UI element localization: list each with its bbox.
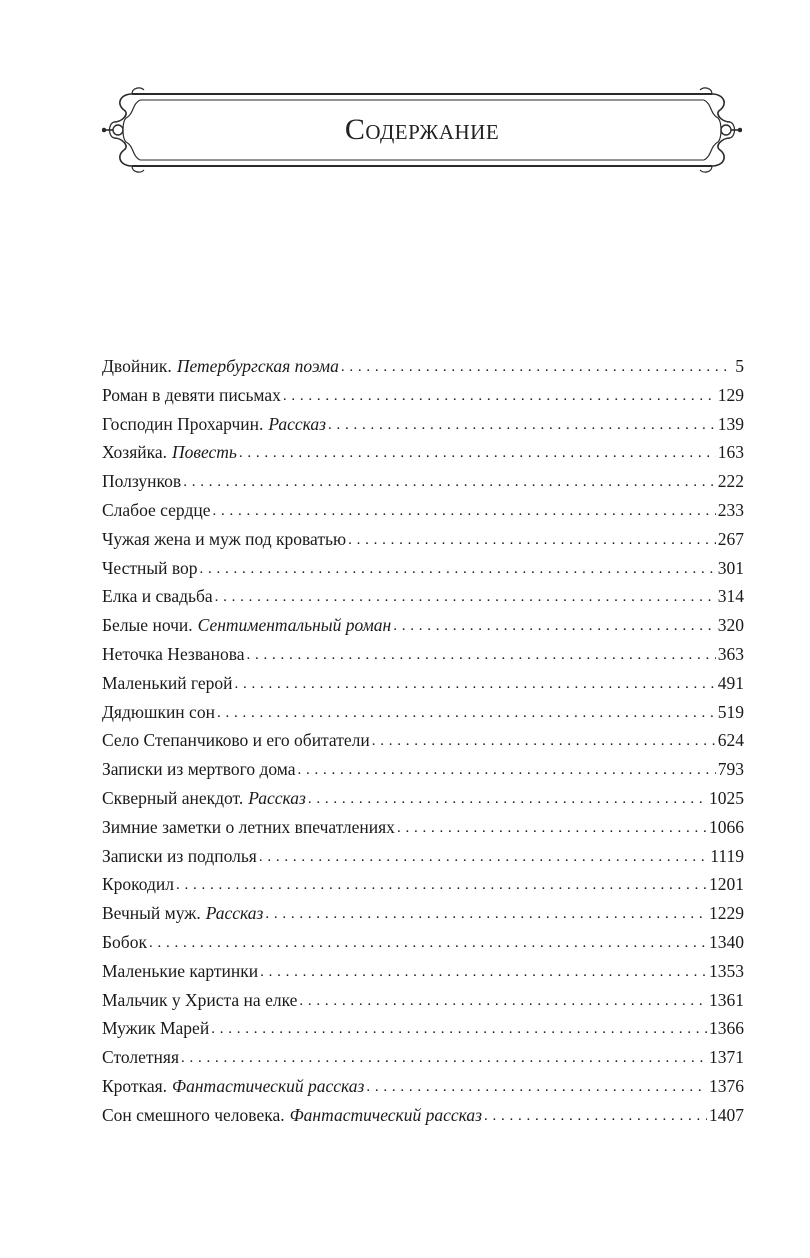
page-number: 491 xyxy=(717,672,744,693)
page-number: 1025 xyxy=(709,787,744,808)
page-number: 233 xyxy=(717,499,744,520)
entry-title: Неточка Незванова xyxy=(102,643,245,664)
entry-subtitle: Рассказ xyxy=(268,413,327,434)
page-number: 1376 xyxy=(709,1075,744,1096)
dot-leader xyxy=(181,1042,707,1073)
toc-entry[interactable] xyxy=(102,467,744,496)
page-number: 1353 xyxy=(709,960,744,981)
entry-title: Крокодил xyxy=(102,874,175,895)
dot-leader xyxy=(247,639,716,670)
entry-title: Сон смешного человека. xyxy=(102,1104,285,1125)
dot-leader xyxy=(239,437,716,468)
page-number: 301 xyxy=(717,557,744,578)
page-number: 320 xyxy=(717,615,744,636)
dot-leader xyxy=(283,380,716,411)
entry-subtitle: Фантастический рассказ xyxy=(289,1104,482,1125)
toc-entry[interactable] xyxy=(102,640,744,669)
entry-title: Скверный анекдот. xyxy=(102,787,244,808)
toc-entry[interactable] xyxy=(102,1014,744,1043)
toc-entry[interactable] xyxy=(102,525,744,554)
dot-leader xyxy=(484,1100,707,1131)
dot-leader xyxy=(200,553,716,584)
page-number: 1407 xyxy=(709,1104,744,1125)
entry-subtitle: Повесть xyxy=(172,442,237,463)
entry-title: Записки из подполья xyxy=(102,845,257,866)
toc-entry[interactable] xyxy=(102,784,744,813)
dot-leader xyxy=(397,812,707,843)
entry-title: Записки из мертвого дома xyxy=(102,759,296,780)
entry-title: Слабое сердце xyxy=(102,499,211,520)
toc-entry[interactable] xyxy=(102,842,744,871)
page-number: 5 xyxy=(735,356,744,376)
toc-entry[interactable] xyxy=(102,669,744,698)
page-number: 222 xyxy=(717,471,744,492)
dot-leader xyxy=(298,754,716,785)
toc-entry[interactable] xyxy=(102,582,744,611)
page-number: 1119 xyxy=(710,845,744,866)
dot-leader xyxy=(348,524,716,555)
dot-leader xyxy=(176,869,707,900)
page-title: Содержание xyxy=(344,113,500,146)
toc-entry[interactable] xyxy=(102,438,744,467)
toc-entry[interactable] xyxy=(102,928,744,957)
entry-subtitle: Рассказ xyxy=(248,787,306,808)
dot-leader xyxy=(215,581,716,612)
dot-leader xyxy=(393,610,716,641)
toc-entry[interactable] xyxy=(102,1101,744,1130)
page-number: 314 xyxy=(717,586,744,607)
entry-title: Село Степанчиково и его обитатели xyxy=(102,730,370,751)
dot-leader xyxy=(235,668,716,699)
toc-entry[interactable] xyxy=(102,899,744,928)
page-number: 1371 xyxy=(709,1047,744,1068)
entry-title: Столетняя xyxy=(102,1047,179,1068)
dot-leader xyxy=(213,495,716,526)
page-number: 1229 xyxy=(709,903,744,924)
dot-leader xyxy=(265,898,707,929)
toc-entry[interactable] xyxy=(102,1043,744,1072)
dot-leader xyxy=(299,985,707,1016)
entry-title: Кроткая. xyxy=(102,1075,168,1096)
page-number: 363 xyxy=(717,643,744,664)
table-of-contents xyxy=(102,352,744,1130)
entry-subtitle: Рассказ xyxy=(205,903,264,924)
page-number: 163 xyxy=(717,442,744,463)
entry-subtitle: Фантастический рассказ xyxy=(172,1075,365,1096)
toc-entry[interactable] xyxy=(102,611,744,640)
toc-entry[interactable] xyxy=(102,870,744,899)
entry-subtitle: Сентиментальный роман xyxy=(197,615,392,636)
title-frame xyxy=(102,84,742,176)
dot-leader xyxy=(217,697,716,728)
page-number: 624 xyxy=(717,730,744,751)
page-number: 139 xyxy=(717,413,744,434)
toc-entry[interactable] xyxy=(102,986,744,1015)
page-number: 793 xyxy=(717,759,744,780)
entry-title: Ползунков xyxy=(102,471,182,492)
dot-leader xyxy=(308,783,707,814)
entry-title: Белые ночи. xyxy=(102,615,193,636)
toc-entry[interactable] xyxy=(102,410,744,439)
entry-subtitle: Петербургская поэма xyxy=(176,356,339,376)
dot-leader xyxy=(372,725,716,756)
entry-title: Господин Прохарчин. xyxy=(102,413,264,434)
entry-title: Мужик Марей xyxy=(102,1018,210,1039)
page-number: 1066 xyxy=(709,816,744,837)
page-number: 1366 xyxy=(709,1018,744,1039)
dot-leader xyxy=(260,956,707,987)
entry-title: Зимние заметки о летних впечатлениях xyxy=(102,816,395,837)
toc-entry[interactable] xyxy=(102,755,744,784)
entry-title: Роман в девяти письмах xyxy=(102,384,281,405)
page-number: 267 xyxy=(717,528,744,549)
toc-entry[interactable] xyxy=(102,352,744,381)
entry-title: Дядюшкин сон xyxy=(102,701,215,722)
dot-leader xyxy=(259,841,708,872)
toc-entry[interactable] xyxy=(102,381,744,410)
entry-title: Бобок xyxy=(102,931,147,952)
entry-title: Мальчик у Христа на елке xyxy=(102,989,298,1010)
dot-leader xyxy=(366,1071,707,1102)
page-number: 1201 xyxy=(709,874,744,895)
page-number: 129 xyxy=(717,384,744,405)
toc-entry[interactable] xyxy=(102,1072,744,1101)
dot-leader xyxy=(328,409,716,440)
entry-title: Честный вор xyxy=(102,557,198,578)
entry-title: Двойник. xyxy=(102,356,172,376)
toc-entry[interactable] xyxy=(102,957,744,986)
page-number: 1361 xyxy=(709,989,744,1010)
entry-title: Маленький герой xyxy=(102,672,233,693)
dot-leader xyxy=(183,466,716,497)
toc-entry[interactable] xyxy=(102,496,744,525)
entry-title: Вечный муж. xyxy=(102,903,201,924)
page-number: 519 xyxy=(717,701,744,722)
toc-entry[interactable] xyxy=(102,698,744,727)
entry-title: Хозяйка. xyxy=(102,442,167,463)
dot-leader xyxy=(341,351,733,382)
toc-entry[interactable] xyxy=(102,726,744,755)
toc-entry[interactable] xyxy=(102,554,744,583)
entry-title: Елка и свадьба xyxy=(102,586,213,607)
dot-leader xyxy=(211,1013,707,1044)
entry-title: Чужая жена и муж под кроватью xyxy=(102,528,347,549)
dot-leader xyxy=(149,927,707,958)
toc-entry[interactable] xyxy=(102,813,744,842)
entry-title: Маленькие картинки xyxy=(102,960,259,981)
page-number: 1340 xyxy=(709,931,744,952)
